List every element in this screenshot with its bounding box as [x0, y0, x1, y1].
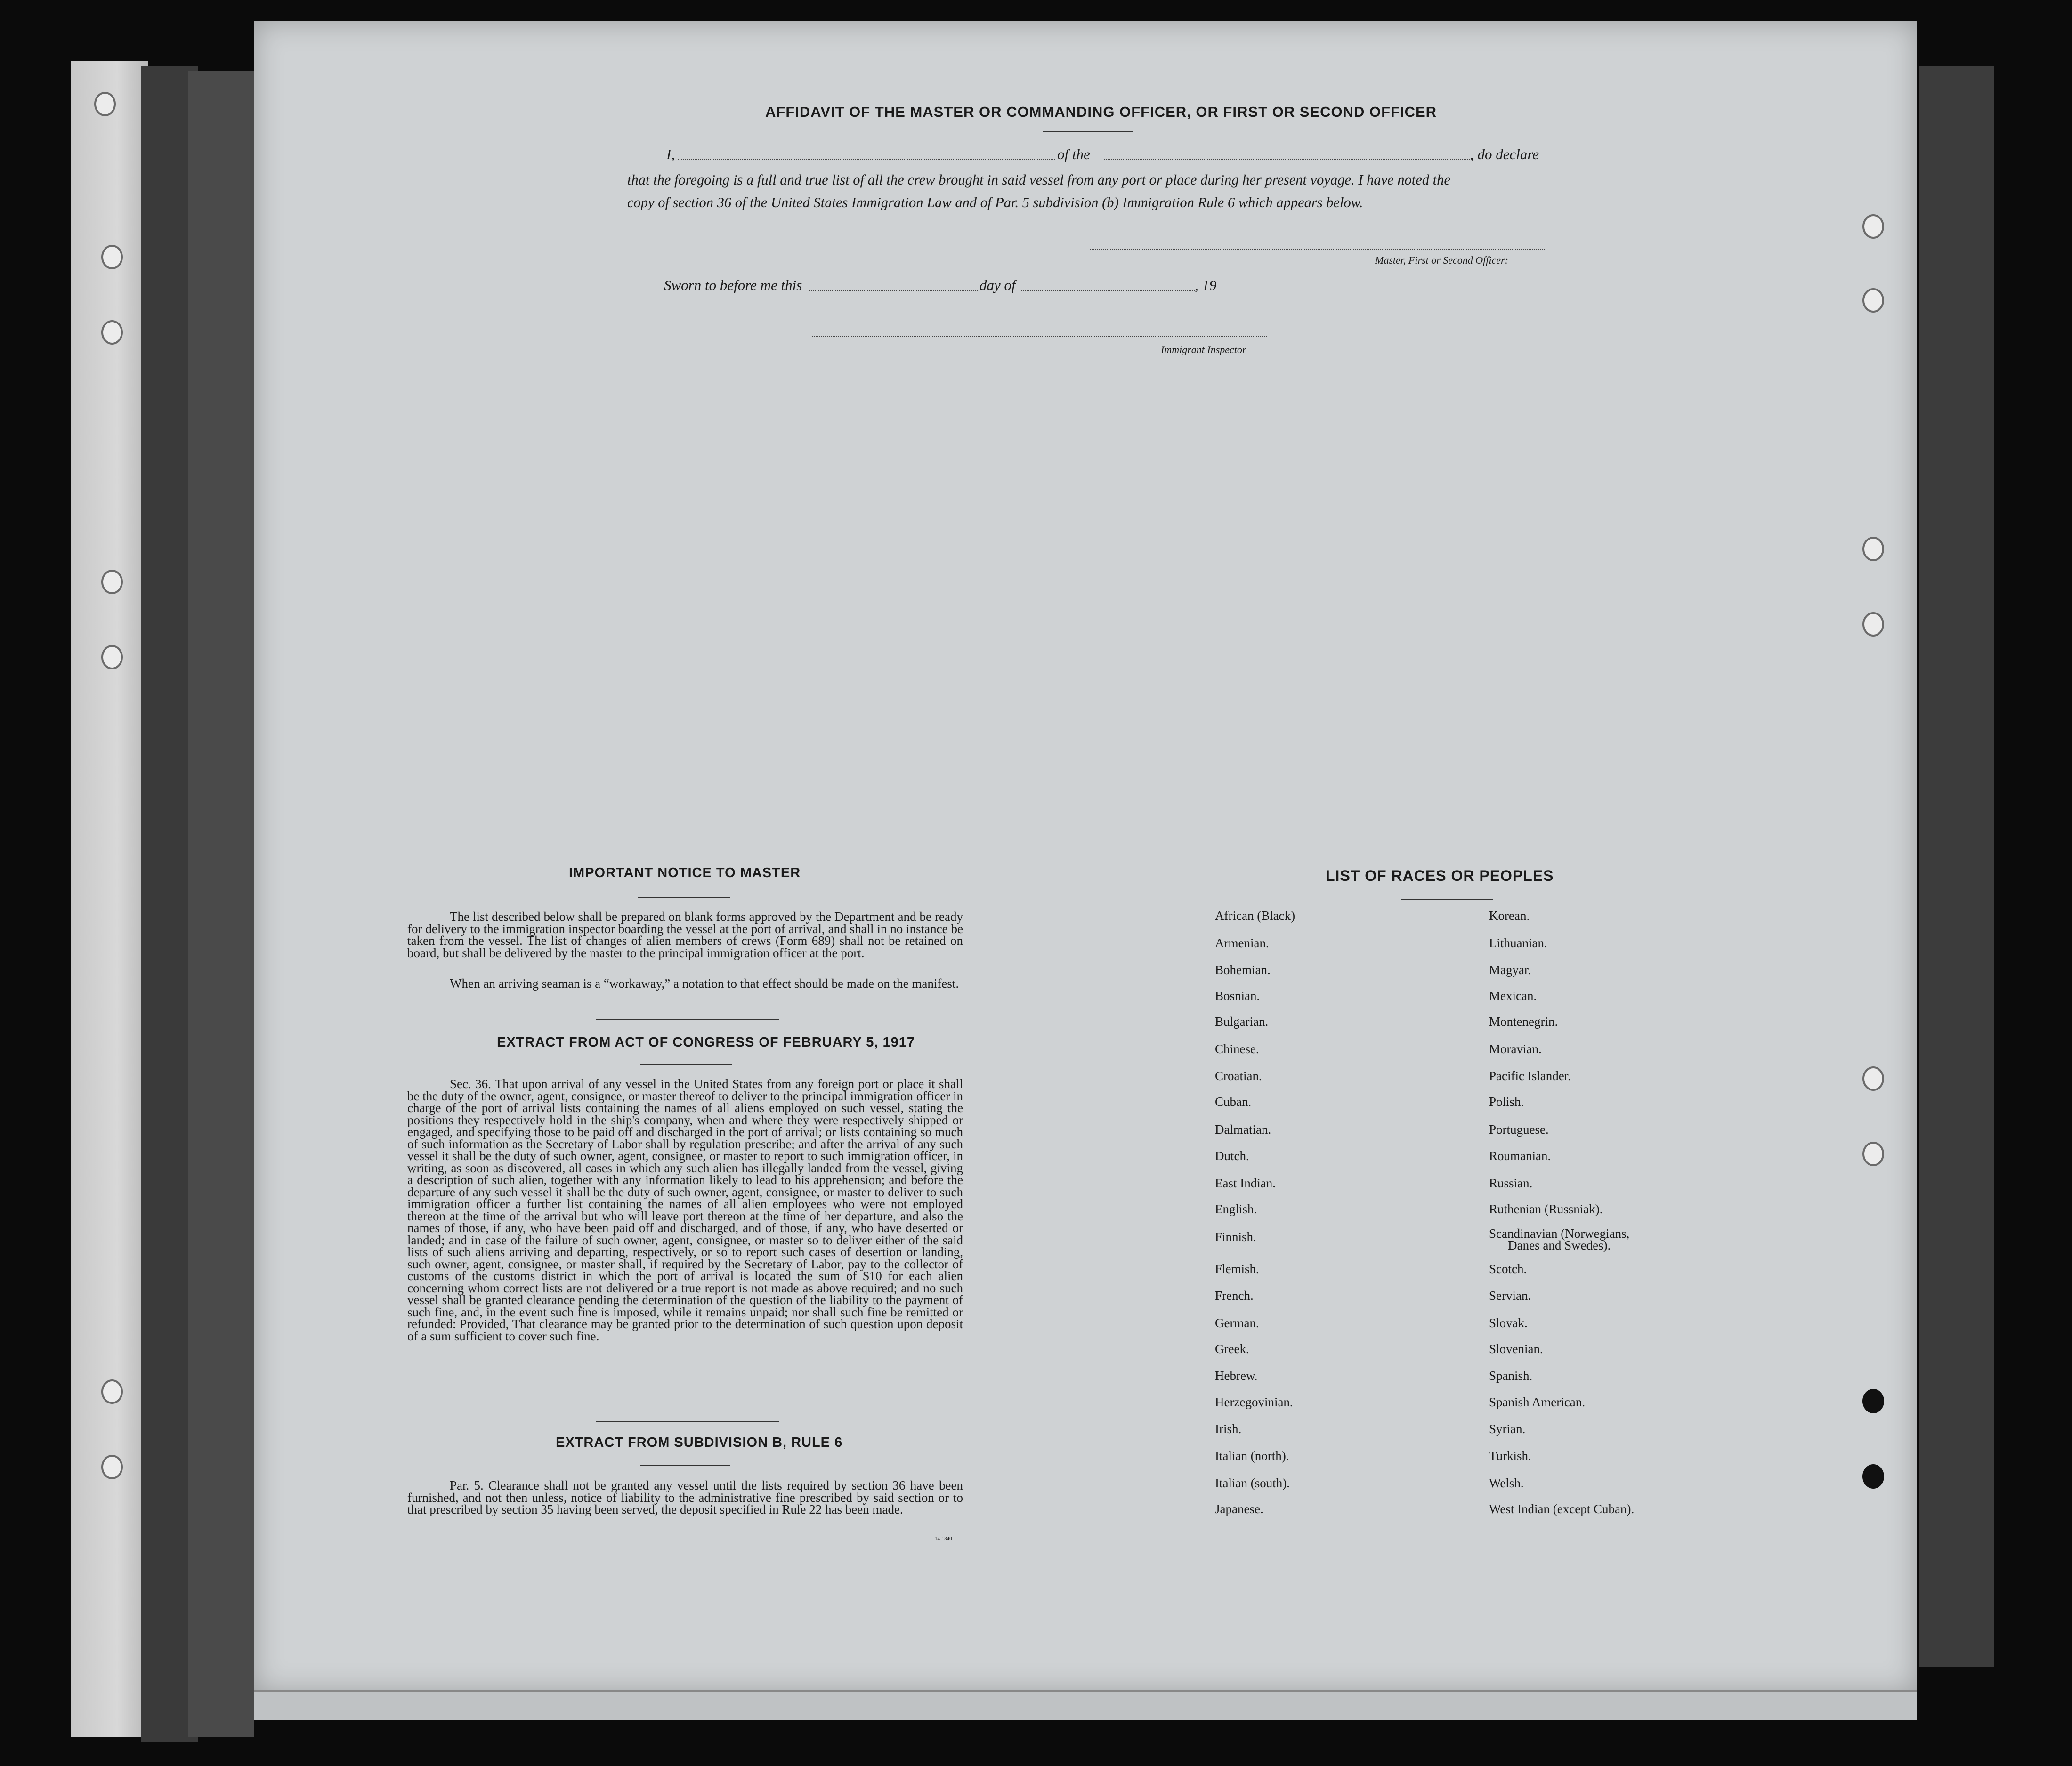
punch-hole: [1862, 288, 1884, 313]
race-item: Japanese.: [1215, 1502, 1263, 1516]
race-item: East Indian.: [1215, 1176, 1276, 1190]
race-item: Flemish.: [1215, 1262, 1259, 1276]
sworn-day-blank: [809, 290, 979, 291]
race-item: African (Black): [1215, 909, 1295, 923]
month-blank: [1020, 290, 1195, 291]
race-item: Roumanian.: [1489, 1149, 1551, 1163]
binder-cloth-inner: [188, 71, 254, 1737]
extract-rule-title: EXTRACT FROM SUBDIVISION B, RULE 6: [556, 1435, 843, 1450]
punch-hole: [101, 645, 123, 669]
race-item: Chinese.: [1215, 1042, 1259, 1056]
divider: [640, 1064, 732, 1065]
race-item: Moravian.: [1489, 1042, 1542, 1056]
race-item: West Indian (except Cuban).: [1489, 1502, 1635, 1516]
sworn-label: Sworn to before me this: [664, 277, 802, 293]
race-item: Montenegrin.: [1489, 1015, 1558, 1029]
race-item: Herzegovinian.: [1215, 1395, 1293, 1409]
notice-title: IMPORTANT NOTICE TO MASTER: [569, 865, 801, 880]
notice-para-2: When an arriving seaman is a “workaway,” a notation to that effect should be made on the manifest.: [450, 976, 959, 991]
divider: [640, 1465, 730, 1466]
form-code: 14-1340: [935, 1536, 952, 1541]
race-item: Cuban.: [1215, 1095, 1252, 1109]
race-item: Polish.: [1489, 1095, 1524, 1109]
race-item: English.: [1215, 1202, 1257, 1216]
race-item: French.: [1215, 1289, 1254, 1303]
race-item: Russian.: [1489, 1176, 1533, 1190]
races-title: LIST OF RACES OR PEOPLES: [1326, 867, 1554, 884]
race-item: German.: [1215, 1316, 1259, 1330]
race-item: Bohemian.: [1215, 963, 1271, 977]
race-item: Magyar.: [1489, 963, 1531, 977]
punch-hole: [1862, 1464, 1884, 1489]
inspector-label: Immigrant Inspector: [1161, 344, 1246, 355]
race-item: Armenian.: [1215, 936, 1269, 950]
punch-hole: [101, 1455, 123, 1479]
race-item: Ruthenian (Russniak).: [1489, 1202, 1603, 1216]
race-item: Irish.: [1215, 1422, 1242, 1436]
affidavit-of-the: of the: [1057, 146, 1090, 162]
punch-hole: [101, 320, 123, 345]
affidavit-title: AFFIDAVIT OF THE MASTER OR COMMANDING OFFICER, OR FIRST OR SECOND OFFICER: [765, 104, 1437, 120]
race-item: Slovak.: [1489, 1316, 1528, 1330]
divider: [1043, 131, 1133, 132]
master-label: Master, First or Second Officer:: [1375, 254, 1508, 266]
affidavit-line-2: that the foregoing is a full and true list of all the crew brought in said vessel from any port or place during her present voyage. I have noted the: [627, 172, 1450, 188]
manifest-page: [254, 21, 1917, 1693]
extract-rule-text: Par. 5. Clearance shall not be granted any vessel until the lists required by section 36 have been furnished, and not then unless, notice of liability to the administrative fine prescribed by said section or to that prescribed by section 35 having been served, the deposit specified in Rule 22 has been made.: [407, 1478, 963, 1516]
race-item: Italian (south).: [1215, 1476, 1290, 1490]
race-item: Hebrew.: [1215, 1369, 1258, 1383]
race-item: Turkish.: [1489, 1449, 1531, 1463]
punch-hole: [101, 245, 123, 269]
race-item: Dutch.: [1215, 1149, 1249, 1163]
race-item: Korean.: [1489, 909, 1530, 923]
name-blank: [678, 159, 1055, 160]
race-item: Pacific Islander.: [1489, 1069, 1571, 1083]
race-item: Portuguese.: [1489, 1122, 1549, 1137]
punch-hole: [94, 92, 116, 116]
divider: [596, 1019, 779, 1020]
extract-act-title: EXTRACT FROM ACT OF CONGRESS OF FEBRUARY 5, 1917: [497, 1035, 915, 1050]
inspector-signature-line: [812, 336, 1267, 337]
race-item: Scandinavian (Norwegians, Danes and Swedes).: [1489, 1226, 1630, 1252]
race-item: Greek.: [1215, 1342, 1249, 1356]
punch-hole: [101, 570, 123, 594]
punch-hole: [1862, 214, 1884, 239]
punch-hole: [1862, 1389, 1884, 1413]
race-item: Finnish.: [1215, 1230, 1256, 1244]
race-item: Welsh.: [1489, 1476, 1524, 1490]
race-item: Bulgarian.: [1215, 1015, 1269, 1029]
punch-hole: [1862, 1066, 1884, 1091]
race-item: Dalmatian.: [1215, 1122, 1271, 1137]
race-item: Syrian.: [1489, 1422, 1526, 1436]
year-label: , 19: [1195, 277, 1217, 293]
day-of-label: day of: [979, 277, 1016, 293]
race-item: Spanish.: [1489, 1369, 1533, 1383]
master-signature-line: [1090, 249, 1545, 250]
punch-hole: [101, 1379, 123, 1404]
affidavit-declare: , do declare: [1470, 146, 1539, 162]
race-item: Slovenian.: [1489, 1342, 1543, 1356]
binder-cloth-right: [1919, 66, 1994, 1667]
punch-hole: [1862, 612, 1884, 637]
divider: [638, 897, 730, 898]
race-item: Mexican.: [1489, 989, 1537, 1003]
race-item: Lithuanian.: [1489, 936, 1547, 950]
affidavit-i: I,: [666, 146, 675, 162]
race-item: Croatian.: [1215, 1069, 1262, 1083]
divider: [596, 1421, 779, 1422]
race-item: Servian.: [1489, 1289, 1531, 1303]
vessel-blank: [1104, 159, 1472, 160]
race-item: Italian (north).: [1215, 1449, 1289, 1463]
page-bottom-edge: [254, 1690, 1917, 1720]
extract-act-text: Sec. 36. That upon arrival of any vessel in the United States from any foreign port or place it shall be the duty of the owner, agent, consignee, or master thereof to deliver to the principal immigration officer in charge of the port of arrival lists containing the names of all aliens employed on such vessel, stating the positions they respectively hold in the ship's company, when and where they were respectively shipped or engaged, and specifying those to be paid off and discharged in the port of arrival; or lists containing so much of such information as the Secretary of Labor shall by regulation prescribe; and after the arrival of any such vessel it shall be the duty of such owner, agent, consignee, or master to report to such immigration officer, in writing, as soon as discovered, all cases in which any such alien has illegally landed from the vessel, giving a description of such alien, together with any information likely to lead to his apprehension; and before the departure of any such vessel it shall be the duty of such owner, agent, consignee, or master to deliver to such immigration officer a further list containing the names of all alien employees who were not employed thereon at the time of the arrival but who will leave port thereon at the time of her departure, and also the names of those, if any, who have been paid off and discharged, and of those, if any, who have deserted or landed; and in case of the failure of such owner, agent, consignee, or master so to deliver either of the said lists of such aliens arriving and departing, respectively, or so to report such cases of desertion or landing, such owner, agent, consignee, or master shall, if required by the Secretary of Labor, pay to the collector of customs of the customs district in which the port of arrival is located the sum of $10 for each alien concerning whom correct lists are not delivered or a true report is not made as above required; and no such vessel shall be granted clearance pending the determination of the question of the liability to the payment of such fine, and, in the event such fine is imposed, while it remains unpaid; nor shall such fine be remitted or refunded: Provided, That clearance may be granted prior to the determination of such question upon deposit of a sum sufficient to cover such fine.: [407, 1077, 963, 1343]
race-item: Bosnian.: [1215, 989, 1260, 1003]
race-item: Spanish American.: [1489, 1395, 1585, 1409]
punch-hole: [1862, 537, 1884, 561]
punch-hole: [1862, 1142, 1884, 1166]
race-item: Scotch.: [1489, 1262, 1527, 1276]
notice-para-1: The list described below shall be prepared on blank forms approved by the Department and be ready for delivery to the immigration inspector boarding the vessel at the port of arrival, and shall in no instance be taken from the vessel. The list of changes of alien members of crews (Form 689) shall not be retained on board, but shall be delivered by the master to the principal immigration officer at the port.: [407, 910, 963, 960]
binder-strip-left: [71, 61, 148, 1737]
affidavit-line-3: copy of section 36 of the United States Immigration Law and of Par. 5 subdivision (b) Immigration Rule 6 which appears below.: [627, 194, 1363, 210]
divider: [1401, 899, 1493, 900]
